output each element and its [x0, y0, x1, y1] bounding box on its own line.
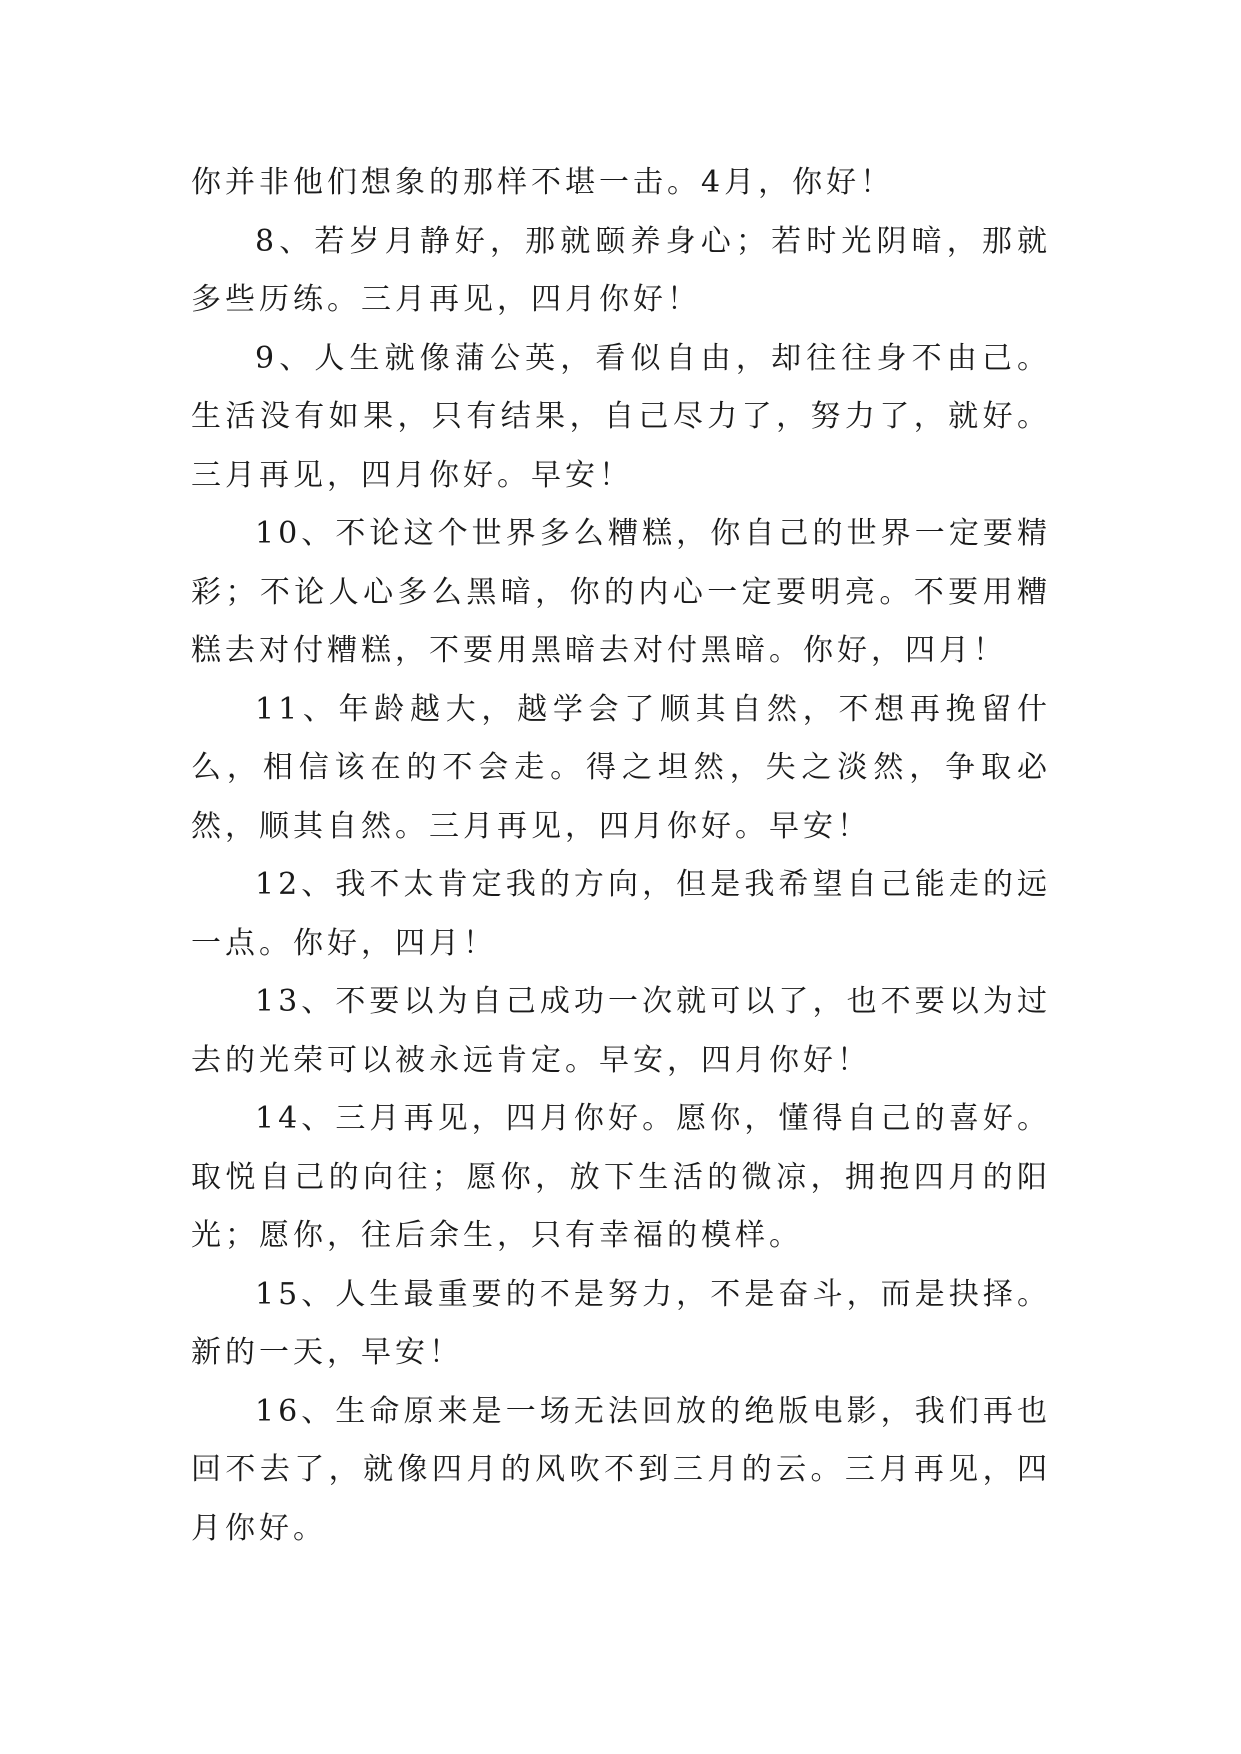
paragraph-item-8: 8、若岁月静好，那就颐养身心；若时光阴暗，那就多些历练。三月再见，四月你好！: [191, 223, 1051, 317]
paragraph-item-12: 12、我不太肯定我的方向，但是我希望自己能走的远一点。你好，四月！: [191, 867, 1051, 961]
paragraph-item-10: 10、不论这个世界多么糟糕，你自己的世界一定要精彩；不论人心多么黑暗，你的内心一定要明亮。不要用糟糕去对付糟糕，不要用黑暗去对付黑暗。你好，四月！: [191, 516, 1051, 668]
paragraph-item-15: 15、人生最重要的不是努力，不是奋斗，而是抉择。新的一天，早安！: [191, 1276, 1051, 1370]
paragraph-item-9: 9、人生就像蒲公英，看似自由，却往往身不由己。生活没有如果，只有结果，自己尽力了，努力了，就好。三月再见，四月你好。早安！: [191, 340, 1051, 493]
paragraph-continuation: 你并非他们想象的那样不堪一击。4月，你好！: [191, 165, 895, 200]
paragraph-item-11: 11、年龄越大，越学会了顺其自然，不想再挽留什么，相信该在的不会走。得之坦然，失之淡然，争取必然，顺其自然。三月再见，四月你好。早安！: [191, 691, 1051, 844]
document-body: [191, 154, 1051, 1558]
paragraph-item-14: 14、三月再见，四月你好。愿你，懂得自己的喜好。取悦自己的向往；愿你，放下生活的微凉，拥抱四月的阳光；愿你，往后余生，只有幸福的模样。: [191, 1101, 1051, 1253]
paragraph-item-13: 13、不要以为自己成功一次就可以了，也不要以为过去的光荣可以被永远肯定。早安，四月你好！: [191, 984, 1051, 1078]
paragraph-item-16: 16、生命原来是一场无法回放的绝版电影，我们再也回不去了，就像四月的风吹不到三月的云。三月再见，四月你好。: [191, 1393, 1051, 1546]
